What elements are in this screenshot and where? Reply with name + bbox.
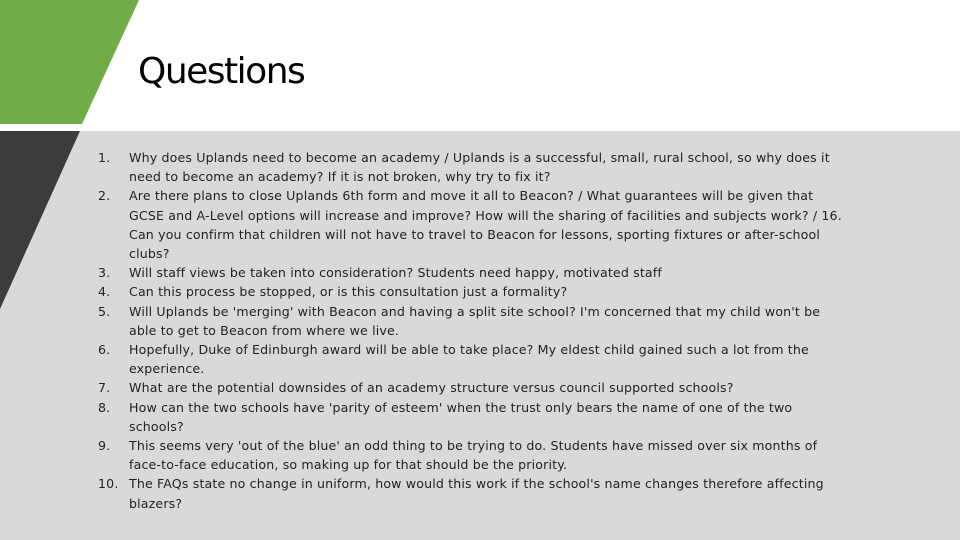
question-text: Are there plans to close Uplands 6th form and move it all to Beacon? / What guarantees will be given that GCSE and A-Level options will increase and improve? How will the sharing of facilities and subjects work? / 16. Can you confirm that children will not have to travel to Beacon for lessons, sporting fixtures or after-school clubs?	[129, 188, 842, 262]
question-item	[98, 263, 850, 282]
question-number: 6.	[98, 342, 111, 358]
question-number: 4.	[98, 284, 111, 300]
question-text: Will Uplands be 'merging' with Beacon and having a split site school? I'm concerned that my child won't be able to get to Beacon from where we live.	[129, 303, 821, 338]
question-text: This seems very 'out of the blue' an odd thing to be trying to do. Students have missed over six months of face-to-face education, so making up for that should be the priority.	[129, 438, 818, 473]
question-item	[98, 302, 850, 340]
slide-title: Questions	[138, 51, 305, 92]
question-item	[98, 378, 850, 397]
question-item	[98, 282, 850, 301]
question-number: 8.	[98, 399, 111, 415]
question-text: Hopefully, Duke of Edinburgh award will be able to take place? My eldest child gained such a lot from the experience.	[129, 342, 809, 377]
question-item	[98, 436, 850, 474]
question-text: Can this process be stopped, or is this consultation just a formality?	[129, 284, 568, 300]
question-text: How can the two schools have 'parity of esteem' when the trust only bears the name of one of the two schools?	[129, 399, 793, 434]
question-number: 2.	[98, 188, 111, 204]
green-accent-polygon	[0, 0, 139, 124]
question-number: 10.	[98, 476, 119, 492]
question-item	[98, 340, 850, 378]
question-number: 5.	[98, 303, 111, 319]
question-number: 3.	[98, 265, 111, 281]
question-text: The FAQs state no change in uniform, how would this work if the school's name changes therefore affecting blazers?	[129, 476, 824, 511]
question-item	[98, 148, 850, 186]
question-number: 7.	[98, 380, 111, 396]
questions-list	[98, 148, 850, 513]
question-item	[98, 398, 850, 436]
question-number: 1.	[98, 150, 111, 165]
question-text: Why does Uplands need to become an academy / Uplands is a successful, small, rural school, so why does it need to become an academy? If it is not broken, why try to fix it?	[129, 150, 830, 185]
question-text: What are the potential downsides of an academy structure versus council supported schools?	[129, 380, 734, 396]
question-text: Will staff views be taken into consideration? Students need happy, motivated staff	[129, 265, 662, 281]
question-number: 9.	[98, 438, 111, 454]
question-item	[98, 186, 850, 263]
question-item	[98, 474, 850, 512]
dark-accent-polygon	[0, 131, 80, 309]
